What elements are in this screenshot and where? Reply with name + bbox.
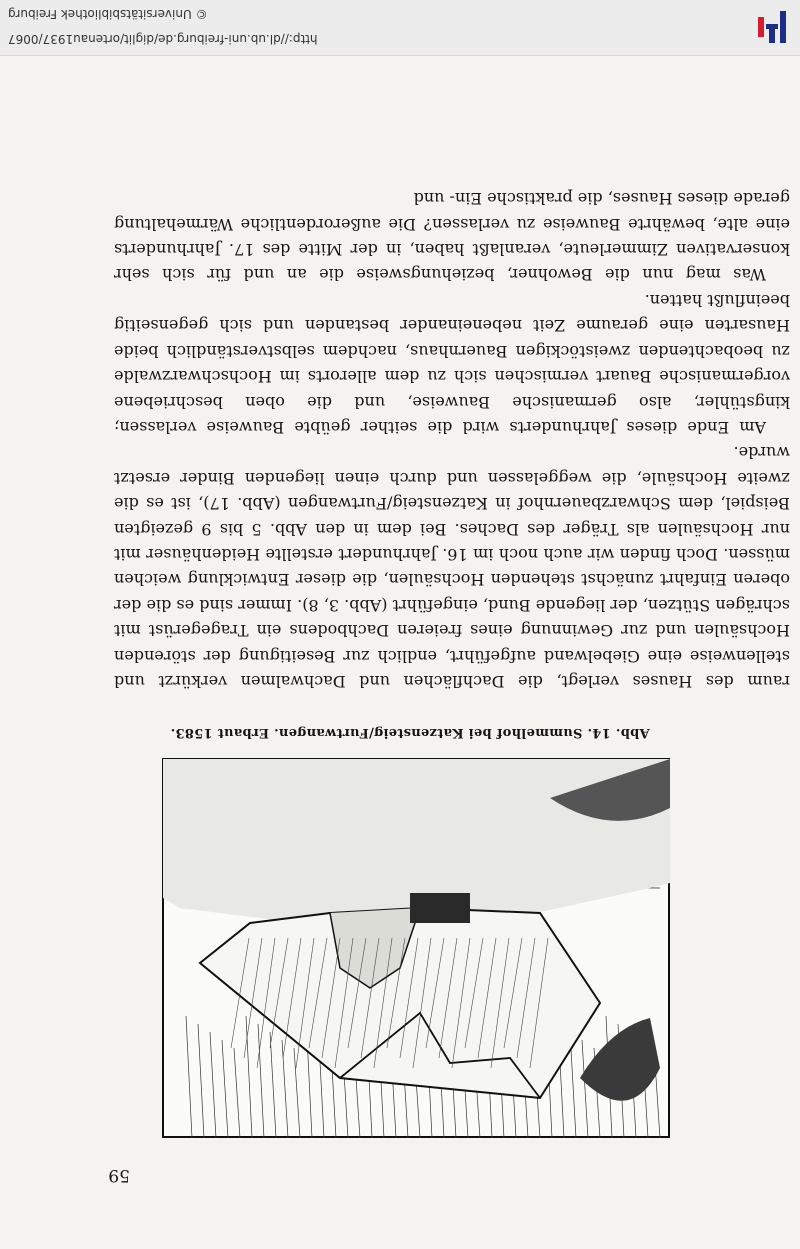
page-number: 59 xyxy=(108,1165,130,1185)
document-url[interactable]: http://dl.ub.uni-freiburg.de/diglit/ortenau1937/0067 xyxy=(8,32,318,46)
body-text xyxy=(114,186,790,694)
paragraph: Was mag nun die Bewohner, beziehungsweise die an und für sich sehr konservativen Zimmerleute, veranlaßt haben, in der Mitte des 17. Jahrhunderts eine alte, bewährte Bauweise zu verlassen? Die außerordentliche Wärmehaltung gerade dieses Hauses, die praktische Ein- und xyxy=(114,189,790,285)
figure-caption: Abb. 14. Summelhof bei Katzensteig/Furtwangen. Erbaut 1583. xyxy=(170,725,650,740)
ub-freiburg-logo-icon[interactable] xyxy=(752,7,792,47)
farmhouse-illustration xyxy=(162,758,670,1138)
library-copyright: © Universitätsbibliothek Freiburg xyxy=(8,7,208,21)
paragraph: Am Ende dieses Jahrhunderts wird die seither geübte Bauweise verlassen; kingstühler, also germanische Bauweise, und die oben beschriebene vorgermanische Bauart vermischen sich zu dem allerorts im Hochschwarzwalde zu beobachtenden zweistöckigen Bauernhaus, nachdem selbstverständlich beide Hausarten eine geraume Zeit nebeneinander bestanden und sich gegenseitig beeinflußt hatten. xyxy=(114,290,790,437)
paragraph: raum des Hauses verlegt, die Dachflächen und Dachwalmen verkürzt und stellenweise eine Giebelwand aufgeführt, endlich zur Beseitigung der störenden Hochsäulen und zur Gewinnung eines freieren Dachbodens ein Tragegerüst mit schrägen Stützen, der liegende Bund, eingeführt (Abb. 3, 8). Immer sind es die der oberen Einfahrt zunächst stehenden Hochsäulen, die dieser Entwicklung weichen müssen. Doch finden wir auch noch im 16. Jahrhundert erstellte Heidenhäuser mit nur Hochsäulen als Träger des Daches. Bei dem in den Abb. 5 bis 9 gezeigten Beispiel, dem Schwarzbauernhof in Katzensteig/Furtwangen (Abb. 17), ist es die zweite Hochsäule, die weggelassen und durch einen liegenden Binder ersetzt wurde. xyxy=(114,443,790,691)
